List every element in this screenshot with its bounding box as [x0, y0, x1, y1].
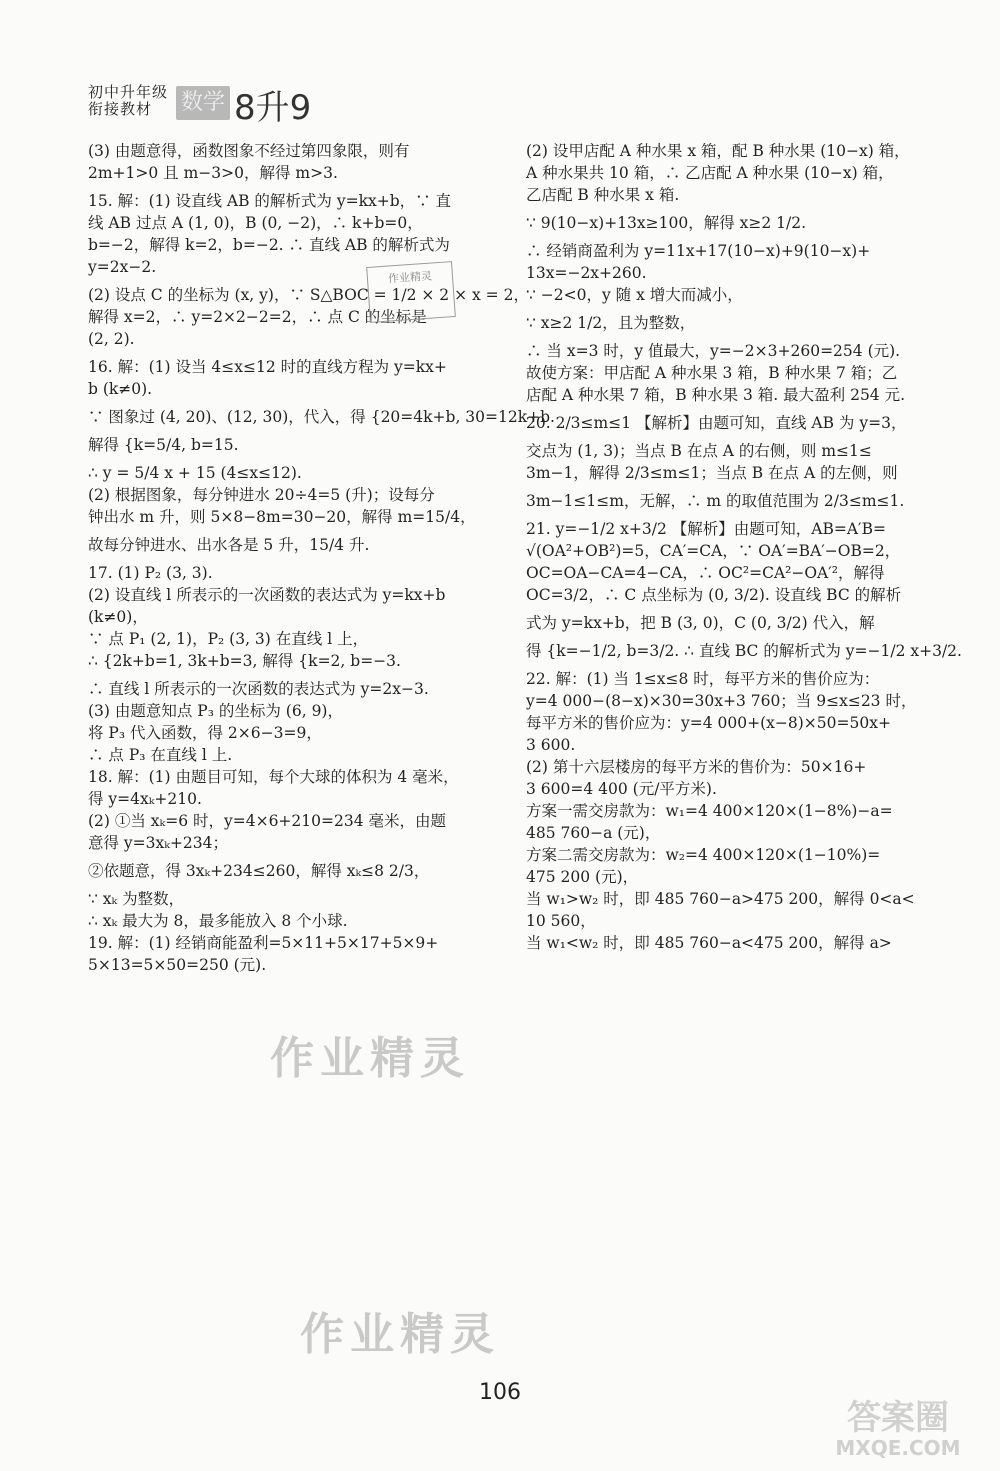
text-line: 解得 x=2，∴ y=2×2−2=2，∴ 点 C 的坐标是 — [88, 308, 427, 326]
text-line: 18. 解：(1) 由题目可知，每个大球的体积为 4 毫米， — [88, 768, 459, 786]
text-line: 2m+1>0 且 m−3>0，解得 m>3. — [88, 164, 338, 182]
text-line: (2) 第十六层楼房的每平方米的售价为：50×16+ — [526, 758, 867, 776]
text-line: 5×13=5×50=250 (元). — [88, 956, 267, 974]
text-line: A 种水果共 10 箱，∴ 乙店配 A 种水果 (10−x) 箱， — [526, 164, 894, 182]
text-line: 将 P₃ 代入函数，得 2×6−3=9， — [88, 724, 322, 742]
text-line: y=4 000−(8−x)×30=30x+3 760；当 9≤x≤23 时， — [526, 692, 917, 710]
text-line: 13x=−2x+260. — [526, 264, 647, 282]
text-line: ∴ {2k+b=1, 3k+b=3, 解得 {k=2, b=−3. — [88, 652, 401, 670]
text-line: 当 w₁<w₂ 时，即 485 760−a<475 200，解得 a> — [526, 934, 892, 952]
text-line: 475 200 (元)， — [526, 868, 639, 886]
text-line: (2) 设甲店配 A 种水果 x 箱，配 B 种水果 (10−x) 箱， — [526, 142, 910, 160]
subject-badge: 数学 — [176, 86, 230, 120]
text-line: 钟出水 m 升，则 5×8−8m=30−20，解得 m=15/4， — [88, 508, 476, 526]
text-line: ∴ 点 P₃ 在直线 l 上. — [88, 746, 233, 764]
site-logo — [808, 1391, 988, 1461]
series-title — [88, 84, 184, 118]
text-line: 3m−1，解得 2/3≤m≤1；当点 B 在点 A 的左侧，则 — [526, 464, 898, 482]
text-line: 17. (1) P₂ (3, 3). — [88, 564, 213, 582]
text-line: ∴ xₖ 最大为 8，最多能放入 8 个小球. — [88, 912, 348, 930]
text-line: 3m−1≤1≤m，无解，∴ m 的取值范围为 2/3≤m≤1. — [526, 492, 905, 510]
text-line: ∵ 点 P₁ (2, 1)，P₂ (3, 3) 在直线 l 上， — [88, 630, 369, 648]
text-line: 20. 2/3≤m≤1 【解析】由题可知，直线 AB 为 y=3， — [526, 414, 907, 432]
text-line: ∵ 9(10−x)+13x≥100，解得 x≥2 1/2. — [526, 214, 807, 232]
text-line: OC=OA−CA=4−CA，∴ OC²=CA²−OA′²，解得 — [526, 564, 885, 582]
text-line: 10 560， — [526, 912, 596, 930]
text-line: 19. 解：(1) 经销商能盈利=5×11+5×17+5×9+ — [88, 934, 439, 952]
text-line: (2, 2). — [88, 330, 135, 348]
text-line: ∵ −2<0，y 随 x 增大而减小， — [526, 286, 743, 304]
text-line: ∴ 直线 l 所表示的一次函数的表达式为 y=2x−3. — [88, 680, 429, 698]
text-line: 交点为 (1, 3)；当点 B 在点 A 的右侧，则 m≤1≤ — [526, 442, 872, 460]
text-line: 当 w₁>w₂ 时，即 485 760−a>475 200，解得 0<a< — [526, 890, 915, 908]
text-line: ∴ 当 x=3 时，y 值最大，y=−2×3+260=254 (元). — [526, 342, 901, 360]
text-line: (3) 由题意知点 P₃ 的坐标为 (6, 9)， — [88, 702, 343, 720]
text-line: 485 760−a (元)， — [526, 824, 661, 842]
text-line: 方案二需交房款为：w₂=4 400×120×(1−10%)= — [526, 846, 881, 864]
text-line: 故每分钟进水、出水各是 5 升，15/4 升. — [88, 536, 370, 554]
stamp-text: 作业精灵 — [387, 269, 433, 286]
text-line: 22. 解：(1) 当 1≤x≤8 时，每平方米的售价应为： — [526, 670, 880, 688]
text-line: 线 AB 过点 A (1, 0)，B (0, −2)，∴ k+b=0， — [88, 214, 423, 232]
text-line: ∵ xₖ 为整数， — [88, 890, 185, 908]
series-line-1: 初中升年级 — [88, 83, 169, 101]
text-line: b (k≠0). — [88, 380, 153, 398]
text-line: 解得 {k=5/4, b=15. — [88, 436, 239, 454]
logo-line-2: MXQE.COM — [835, 1436, 961, 1460]
text-line: 15. 解：(1) 设直线 AB 的解析式为 y=kx+b，∵ 直 — [88, 192, 452, 210]
text-line: 3 600. — [526, 736, 576, 754]
watermark-2: 作业精灵 — [300, 1309, 500, 1360]
text-line: 方案一需交房款为：w₁=4 400×120×(1−8%)−a= — [526, 802, 893, 820]
text-line: 乙店配 B 种水果 x 箱. — [526, 186, 680, 204]
text-line: 店配 A 种水果 7 箱，B 种水果 3 箱. 最大盈利 254 元. — [526, 386, 906, 404]
text-line: y=2x−2. — [88, 258, 157, 276]
text-line: √(OA²+OB²)=5，CA′=CA，∵ OA′=BA′−OB=2， — [526, 542, 901, 560]
grade-title: 8升9 — [234, 88, 312, 128]
text-line: (2) 设直线 l 所表示的一次函数的表达式为 y=kx+b — [88, 586, 446, 604]
text-line: 16. 解：(1) 设当 4≤x≤12 时的直线方程为 y=kx+ — [88, 358, 447, 376]
stamp — [366, 261, 456, 323]
text-line: ②依题意，得 3xₖ+234≤260，解得 xₖ≤8 2/3， — [88, 862, 430, 880]
text-line: 意得 y=3xₖ+234； — [88, 834, 228, 852]
text-line: ∵ 图象过 (4, 20)、(12, 30)，代入，得 {20=4k+b, 30=12k+b. — [88, 408, 555, 426]
text-line: 式为 y=kx+b，把 B (3, 0)，C (0, 3/2) 代入，解 — [526, 614, 875, 632]
logo-line-1: 答案圈 — [847, 1398, 949, 1438]
watermark: 作业精灵 — [270, 1033, 470, 1084]
text-line: (k≠0)， — [88, 608, 148, 626]
text-line: (2) 设点 C 的坐标为 (x, y)，∵ S△BOC = 1/2 × 2 × x = 2， — [88, 286, 529, 304]
text-line: 每平方米的售价应为：y=4 000+(x−8)×50=50x+ — [526, 714, 891, 732]
page-number: 106 — [479, 1380, 521, 1405]
text-line: 21. y=−1/2 x+3/2 【解析】由题可知，AB=A′B= — [526, 520, 886, 538]
text-line: (2) 根据图象，每分钟进水 20÷4=5 (升)；设每分 — [88, 486, 435, 504]
text-line: ∵ x≥2 1/2，且为整数， — [526, 314, 696, 332]
right-column — [526, 140, 962, 954]
text-line: 故使方案：甲店配 A 种水果 3 箱，B 种水果 7 箱；乙 — [526, 364, 898, 382]
text-line: b=−2，解得 k=2，b=−2. ∴ 直线 AB 的解析式为 — [88, 236, 450, 254]
text-line: (3) 由题意得，函数图象不经过第四象限，则有 — [88, 142, 410, 160]
text-line: OC=3/2，∴ C 点坐标为 (0, 3/2). 设直线 BC 的解析 — [526, 586, 902, 604]
text-line: 得 {k=−1/2, b=3/2. ∴ 直线 BC 的解析式为 y=−1/2 x+3/2. — [526, 642, 962, 660]
text-line: ∴ 经销商盈利为 y=11x+17(10−x)+9(10−x)+ — [526, 242, 871, 260]
text-line: 得 y=4xₖ+210. — [88, 790, 202, 808]
text-line: ∴ y = 5/4 x + 15 (4≤x≤12). — [88, 464, 302, 482]
series-line-2: 衔接教材 — [88, 100, 153, 118]
text-line: (2) ①当 xₖ=6 时，y=4×6+210=234 毫米，由题 — [88, 812, 447, 830]
text-line: 3 600=4 400 (元/平方米). — [526, 780, 717, 798]
